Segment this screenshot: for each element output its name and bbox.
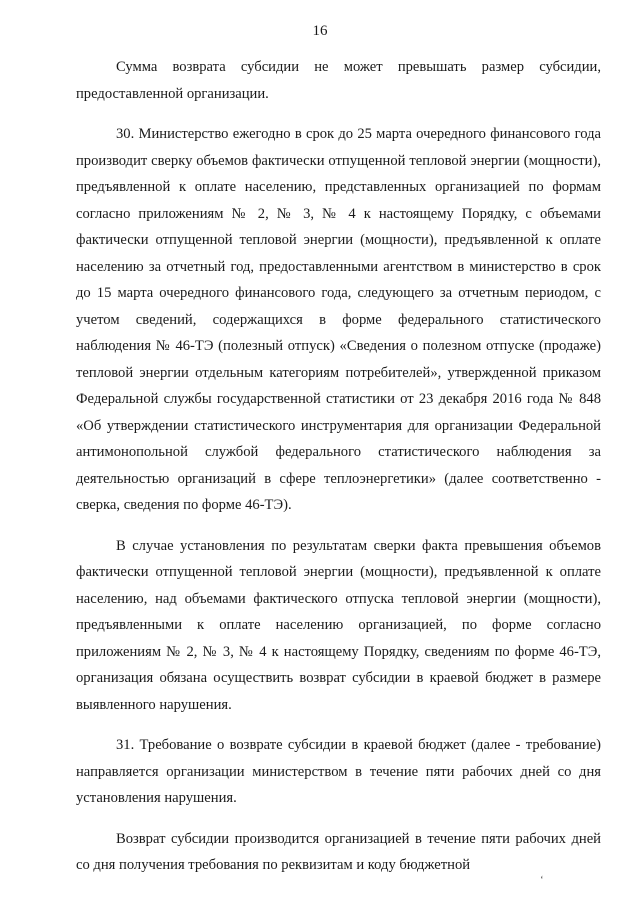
text-line: Возврат субсидии производится организацией в течение пяти рабочих bbox=[116, 830, 566, 847]
text-line: В случае установления по результатам сверки факта превышения объемов bbox=[116, 537, 601, 554]
text-line: объемами фактически отпущенной тепловой энергии (мощности), bbox=[76, 205, 601, 248]
text-line: форме 46-ТЭ, организация обязана осуществить возврат субсидии в краевой bbox=[76, 643, 601, 686]
text-line: предъявленной к оплате населению за отчетный год, предоставленными bbox=[76, 232, 601, 275]
text-line: бюджет в размере выявленного нарушения. bbox=[76, 670, 601, 713]
text-line: Сумма возврата субсидии не может превышать размер субсидии, bbox=[116, 59, 601, 75]
text-line: сверка, сведения по форме 46-ТЭ). bbox=[76, 497, 292, 513]
text-line: приложениям № 2, № 3, № 4 к настоящему Порядку, сведениям по bbox=[76, 643, 510, 660]
text-line: «Сведения о полезном отпуске (продаже) тепловой энергии отдельным bbox=[76, 338, 601, 381]
text-line: 30. Министерство ежегодно в срок до 25 марта очередного финансового bbox=[116, 126, 571, 142]
text-line: предъявленными к оплате населению организацией, по форме согласно bbox=[76, 617, 601, 633]
document-body bbox=[76, 54, 601, 879]
text-line: государственной статистики от 23 декабря 2016 года № 848 «Об утверждении bbox=[76, 391, 601, 434]
text-line: следующего за отчетным периодом, с учетом сведений, содержащихся в форме bbox=[76, 285, 601, 328]
text-line: требование) направляется организации министерством в течение пяти рабочих bbox=[76, 737, 601, 780]
page-number: 16 bbox=[312, 23, 328, 39]
text-line: предоставленной организации. bbox=[76, 85, 269, 102]
text-line: (мощности), предъявленной к оплате населению, представленных организацией bbox=[76, 152, 601, 195]
stray-mark: ‘ bbox=[540, 874, 544, 886]
text-line: по формам согласно приложениям № 2, № 3, № 4 к настоящему Порядку, с bbox=[76, 179, 602, 222]
text-line: антимонопольной службой федерального статистического наблюдения за bbox=[76, 444, 601, 460]
text-line: населению, над объемами фактического отпуска тепловой энергии (мощности), bbox=[76, 590, 601, 607]
paragraph bbox=[76, 54, 601, 107]
text-line: дней со дня установления нарушения. bbox=[76, 763, 601, 806]
paragraph bbox=[76, 533, 601, 719]
text-line: агентством в министерство в срок до 15 марта очередного финансового года, bbox=[76, 258, 601, 301]
text-line: фактически отпущенной тепловой энергии (мощности), предъявленной к оплате bbox=[76, 564, 601, 580]
paragraph bbox=[76, 826, 601, 879]
text-line: статистического инструментария для организации Федеральной bbox=[194, 417, 601, 434]
text-line: 31. Требование о возврате субсидии в краевой бюджет (далее - bbox=[116, 737, 521, 753]
paragraph bbox=[76, 732, 601, 812]
text-line: федерального статистического наблюдения № 46-ТЭ (полезный отпуск) bbox=[76, 311, 601, 354]
text-line: дней со дня получения требования по реквизитам и коду бюджетной bbox=[76, 830, 601, 873]
text-line: категориям потребителей», утвержденной приказом Федеральной службы bbox=[76, 364, 601, 407]
text-line: года производит сверку объемов фактически отпущенной тепловой энергии bbox=[76, 126, 601, 169]
paragraph bbox=[76, 121, 601, 519]
text-line: деятельностью организаций в сфере теплоэнергетики» (далее соответственно - bbox=[76, 470, 601, 487]
